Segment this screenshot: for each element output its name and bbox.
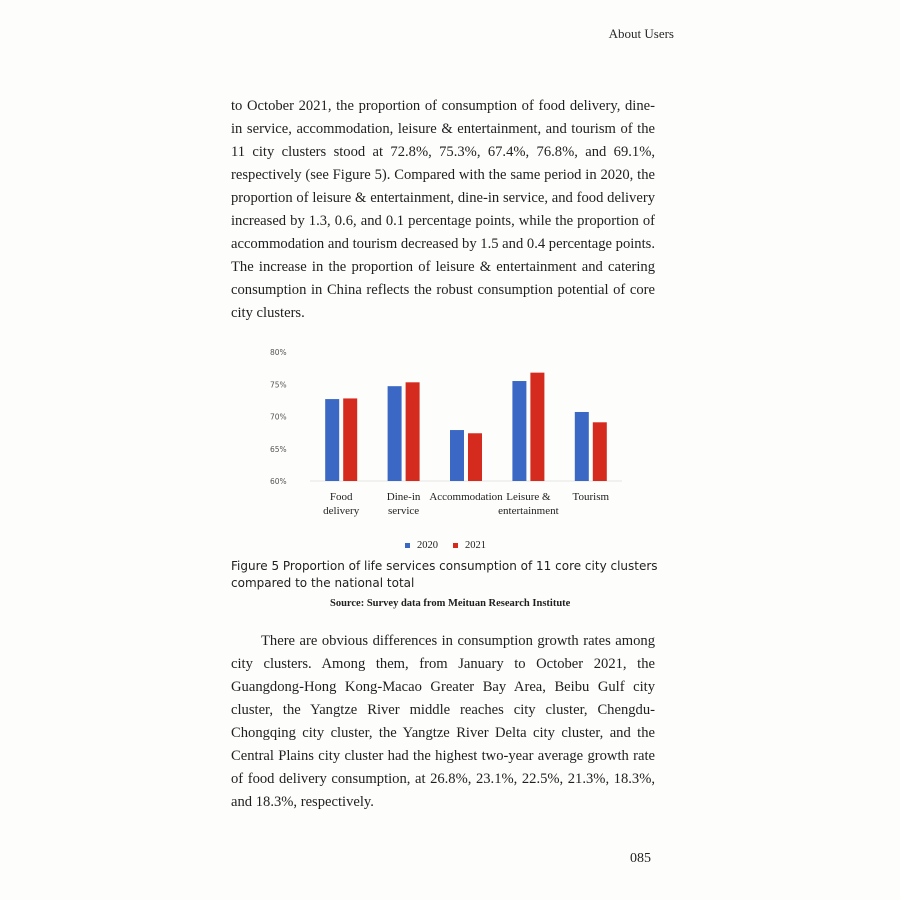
running-head: About Users — [608, 26, 674, 41]
body-paragraph-1: to October 2021, the proportion of consumption of food delivery, dine-in service, accommodation, leisure & entertainment, and tourism of the 11 city clusters stood at 72.8%, 75.3%, 67.4%, 76.8%, and 69.1%, respectively (see Figure 5). Compared with the same period in 2020, the proportion of leisure & entertainment, dine-in service, and food delivery increased by 1.3, 0.6, and 0.1 percentage points, while the proportion of accommodation and tourism decreased by 1.5 and 0.4 percentage points. The increase in the proportion of leisure & entertainment and catering consumption in China reflects the robust consumption potential of core city clusters. — [231, 98, 655, 321]
y-tick-label: 70% — [270, 412, 287, 422]
category-label: delivery — [323, 505, 360, 517]
y-tick-label: 75% — [270, 380, 287, 390]
bar-2021-4 — [593, 422, 607, 481]
y-tick-label: 80% — [270, 348, 287, 357]
bar-2020-2 — [450, 430, 464, 481]
legend-label-2020: 2020 — [417, 540, 438, 551]
category-label: Dine-in — [386, 491, 421, 503]
category-label: Leisure & — [506, 491, 551, 503]
legend-swatch-2021 — [453, 543, 458, 548]
category-label: entertainment — [498, 505, 559, 517]
category-label: service — [388, 505, 420, 517]
page-number: 085 — [630, 851, 651, 866]
figure-source: Source: Survey data from Meituan Research Institute — [330, 598, 571, 609]
bar-2020-0 — [325, 399, 339, 481]
bar-2021-0 — [343, 398, 357, 481]
legend-swatch-2020 — [405, 543, 410, 548]
category-label: Food — [329, 491, 353, 503]
bar-2021-1 — [406, 382, 420, 481]
figure-caption: Figure 5 Proportion of life services consumption of 11 core city clusters compared to the national total — [231, 559, 658, 590]
y-tick-label: 60% — [270, 477, 287, 486]
y-tick-label: 65% — [270, 444, 287, 454]
bar-2020-1 — [388, 386, 402, 481]
body-paragraph-2: There are obvious differences in consumption growth rates among city clusters. Among them, from January to October 2021, the Guangdong-Hong Kong-Macao Greater Bay Area, Beibu Gulf city cluster, the Yangtze River middle reaches city cluster, Chengdu-Chongqing city cluster, the Yangtze River Delta city cluster, and the Central Plains city cluster had the highest two-year average growth rate of food delivery consumption, at 26.8%, 23.1%, 22.5%, 21.3%, 18.3%, and 18.3%, respectively. — [231, 633, 655, 810]
legend-label-2021: 2021 — [465, 540, 486, 551]
category-label: Tourism — [572, 491, 610, 503]
bar-chart — [262, 340, 652, 570]
bar-2021-3 — [530, 373, 544, 481]
bar-2020-3 — [512, 381, 526, 481]
category-label: Accommodation — [429, 491, 503, 503]
bar-2021-2 — [468, 433, 482, 481]
figure-5-chart — [262, 340, 652, 570]
bar-2020-4 — [575, 412, 589, 481]
